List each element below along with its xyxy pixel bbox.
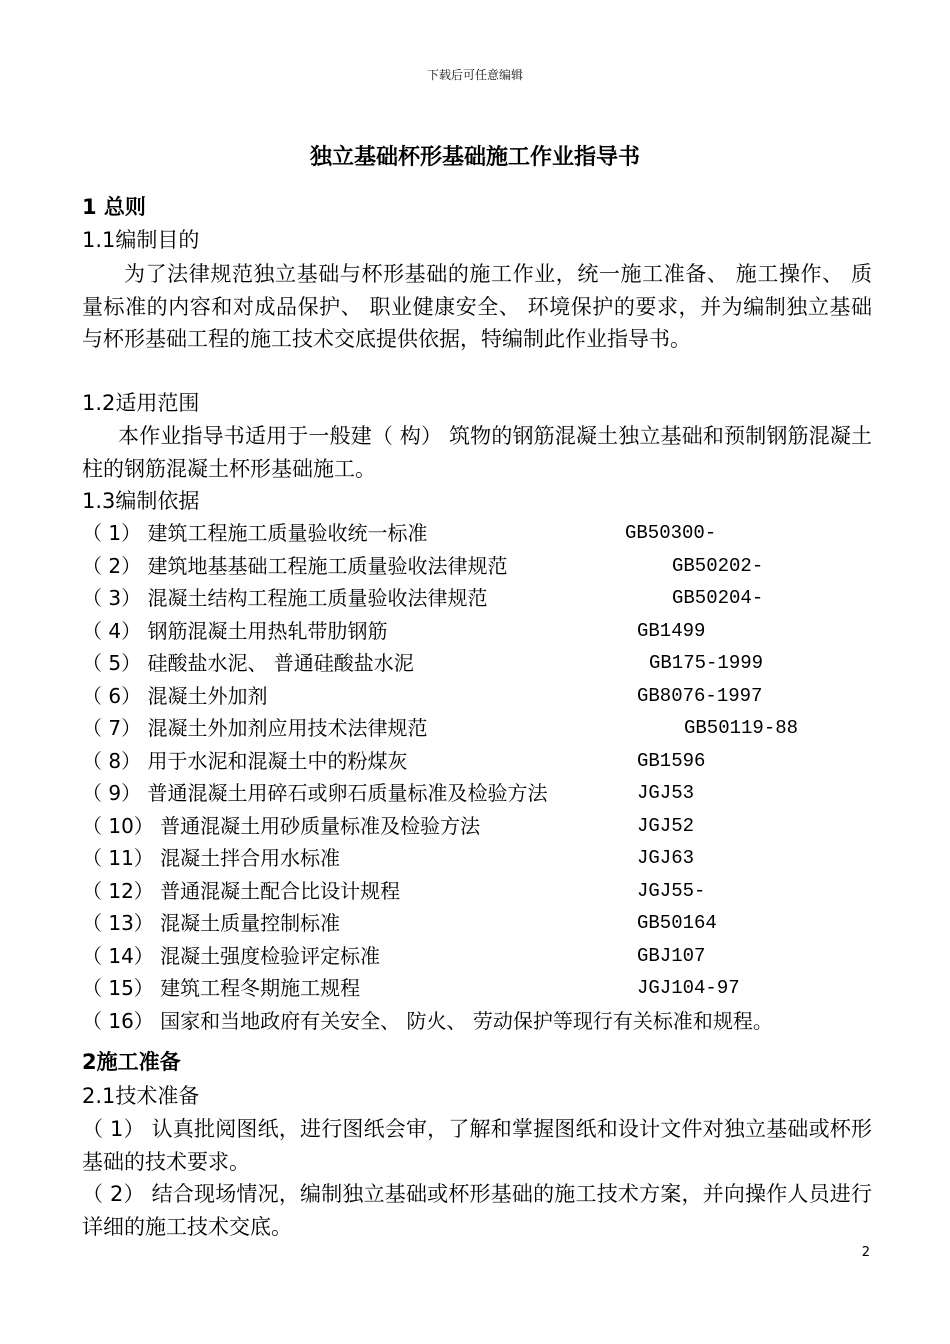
section-1-1-text: 为了法律规范独立基础与杯形基础的施工作业，统一施工准备、 施工操作、 质量标准的内容和对成品保护、 职业健康安全、 环境保护的要求，并为编制独立基础与杯形基础工程的施工技术交底提供依据，特编制此作业指导书。: [82, 262, 872, 351]
section-1-heading: 1 总则: [82, 195, 146, 219]
reference-label: （ 12） 普通混凝土配合比设计规程: [82, 879, 401, 903]
reference-code: JGJ55-: [637, 880, 706, 902]
reference-label: （ 15） 建筑工程冬期施工规程: [82, 976, 361, 1000]
reference-label: （ 8） 用于水泥和混凝土中的粉煤灰: [82, 749, 408, 773]
document-title: 独立基础杯形基础施工作业指导书: [309, 145, 640, 170]
section-1-2-text: 本作业指导书适用于一般建（ 构） 筑物的钢筋混凝土独立基础和预制钢筋混凝土柱的钢筋混凝土杯形基础施工。: [82, 424, 872, 481]
section-1-3-heading: 1.3编制依据: [82, 489, 200, 513]
reference-label: （ 1） 建筑工程施工质量验收统一标准: [82, 521, 428, 545]
reference-label: （ 6） 混凝土外加剂: [82, 684, 268, 708]
reference-code: JGJ52: [637, 815, 695, 837]
reference-label: （ 3） 混凝土结构工程施工质量验收法律规范: [82, 586, 488, 610]
reference-label: （ 11） 混凝土拌合用水标准: [82, 846, 341, 870]
reference-label: （ 9） 普通混凝土用碎石或卵石质量标准及检验方法: [82, 781, 548, 805]
page-header: 下载后可任意编辑: [426, 68, 523, 82]
reference-code: GB50119-88: [684, 717, 799, 739]
section-2-1-item-2: （ 2） 结合现场情况，编制独立基础或杯形基础的施工技术方案，并向操作人员进行详细的施工技术交底。: [82, 1182, 872, 1239]
section-1-1-heading: 1.1编制目的: [82, 228, 200, 252]
reference-code: GB1499: [637, 620, 706, 642]
section-2-heading: 2施工准备: [82, 1050, 181, 1074]
reference-label: （ 10） 普通混凝土用砂质量标准及检验方法: [82, 814, 481, 838]
section-2-1-item-1: （ 1） 认真批阅图纸，进行图纸会审，了解和掌握图纸和设计文件对独立基础或杯形基础的技术要求。: [82, 1117, 872, 1174]
reference-label: （ 16） 国家和当地政府有关安全、 防火、 劳动保护等现行有关标准和规程。: [82, 1009, 773, 1033]
reference-code: GB8076-1997: [637, 685, 763, 707]
reference-code: JGJ53: [637, 782, 695, 804]
reference-label: （ 7） 混凝土外加剂应用技术法律规范: [82, 716, 428, 740]
reference-code: GBJ107: [637, 945, 706, 967]
reference-code: GB50202-: [672, 555, 764, 577]
reference-label: （ 14） 混凝土强度检验评定标准: [82, 944, 381, 968]
reference-label: （ 4） 钢筋混凝土用热轧带肋钢筋: [82, 619, 388, 643]
page-number: 2: [861, 1245, 870, 1260]
reference-code: JGJ63: [637, 847, 695, 869]
reference-code: GB50164: [637, 912, 717, 934]
reference-label: （ 13） 混凝土质量控制标准: [82, 911, 341, 935]
reference-label: （ 5） 硅酸盐水泥、 普通硅酸盐水泥: [82, 651, 414, 675]
reference-code: GB1596: [637, 750, 706, 772]
reference-code: GB50204-: [672, 587, 764, 609]
reference-label: （ 2） 建筑地基基础工程施工质量验收法律规范: [82, 554, 508, 578]
section-2-1-heading: 2.1技术准备: [82, 1084, 200, 1108]
reference-code: GB175-1999: [649, 652, 764, 674]
section-1-2-heading: 1.2适用范围: [82, 391, 200, 415]
reference-code: GB50300-: [625, 522, 717, 544]
reference-code: JGJ104-97: [637, 977, 740, 999]
